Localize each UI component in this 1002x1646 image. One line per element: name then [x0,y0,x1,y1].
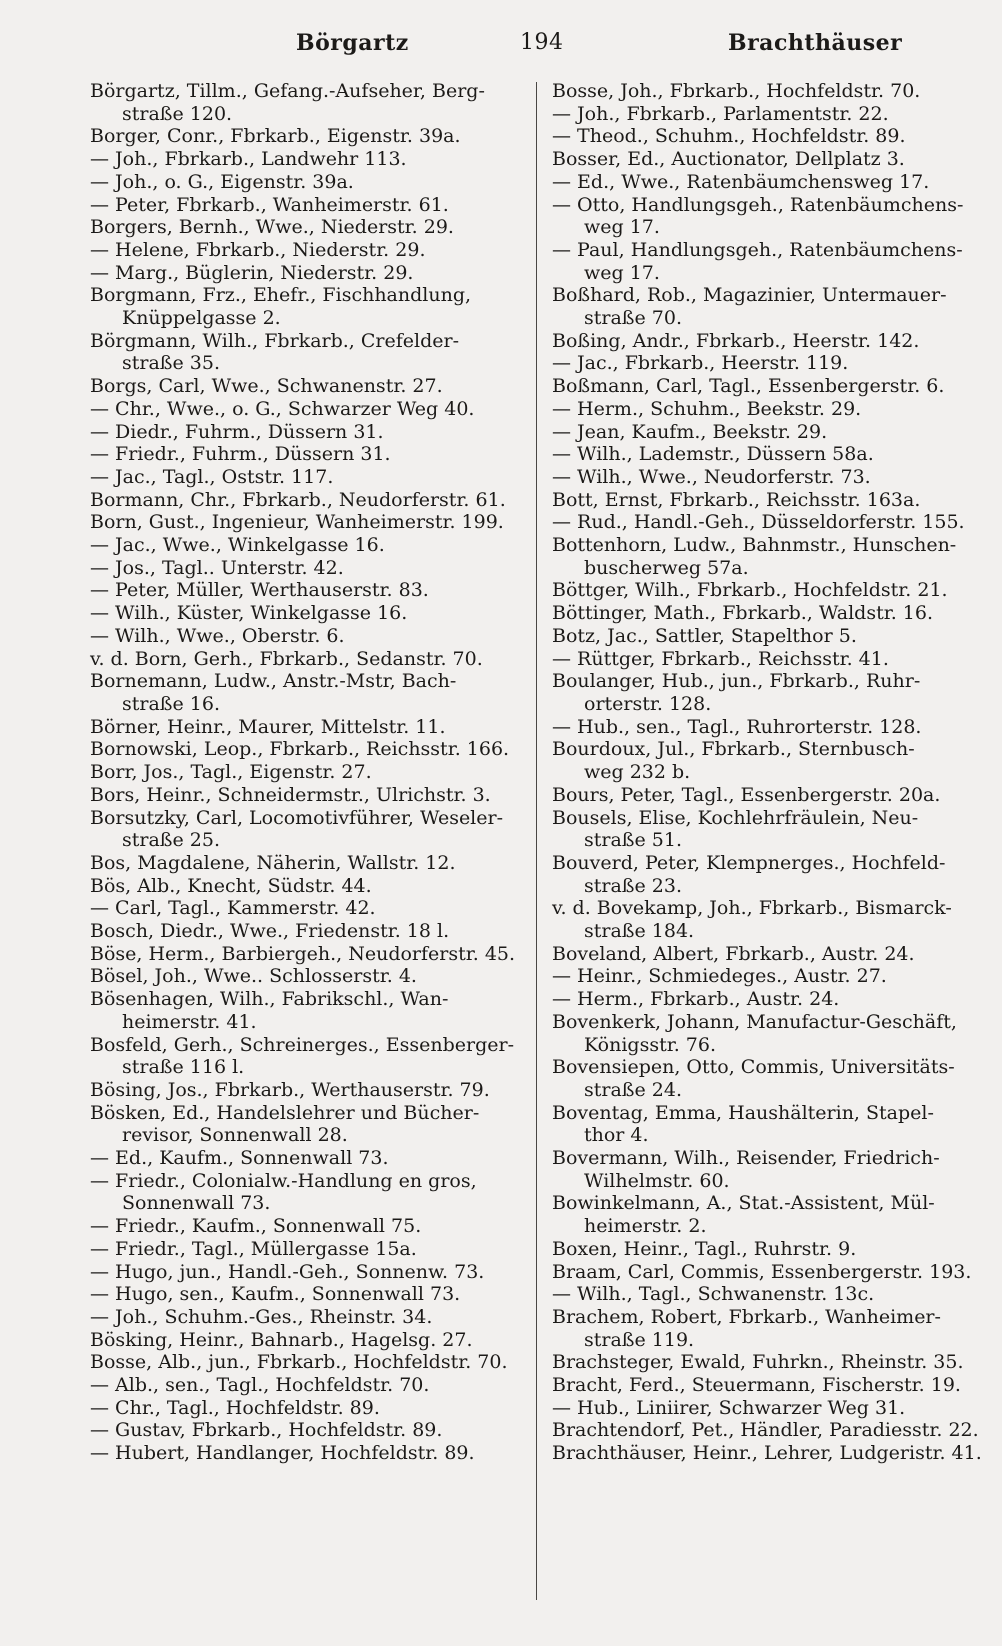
entry-line: Boventag, Emma, Haushälterin, Stapel- [552,1101,934,1124]
entry-line: Boßhard, Rob., Magazinier, Untermauer- [552,284,947,307]
directory-entry [552,670,984,715]
entry-line: Boßing, Andr., Fbrkarb., Heerstr. 142. [552,329,920,352]
directory-entry [90,1351,530,1374]
entry-line: — Herm., Schuhm., Beekstr. 29. [552,397,862,420]
directory-entry [90,1238,530,1261]
entry-continuation-line: straße 119. [584,1328,695,1351]
entry-line: Bösel, Joh., Wwe.. Schlosserstr. 4. [90,965,417,988]
directory-entry [552,511,984,534]
entry-line: — Hugo, sen., Kaufm., Sonnenwall 73. [90,1283,461,1306]
entry-line: — Hub., Liniirer, Schwarzer Weg 31. [552,1396,906,1419]
entry-line: Borr, Jos., Tagl., Eigenstr. 27. [90,761,372,784]
directory-entry [552,988,984,1011]
entry-line: — Wilh., Wwe., Neudorferstr. 73. [552,465,871,488]
directory-entry [552,1102,984,1147]
entry-line: — Jac., Wwe., Winkelgasse 16. [90,534,385,557]
directory-entry [552,1351,984,1374]
directory-entry [90,1397,530,1420]
directory-entry [552,352,984,375]
directory-entry [552,284,984,329]
directory-entry [90,557,530,580]
entry-continuation-line: weg 17. [584,216,660,239]
entry-line: Böttger, Wilh., Fbrkarb., Hochfeldstr. 21. [552,579,948,602]
entry-line: Bösken, Ed., Handelslehrer und Bücher- [90,1101,480,1124]
directory-entry [90,171,530,194]
directory-entry [90,784,530,807]
entry-line: Bracht, Ferd., Steuermann, Fischerstr. 19. [552,1374,961,1397]
entry-line: Bott, Ernst, Fbrkarb., Reichsstr. 163a. [552,488,921,511]
directory-entry [552,807,984,852]
entry-line: Bors, Heinr., Schneidermstr., Ulrichstr. 3. [90,783,491,806]
entry-line: Borgs, Carl, Wwe., Schwanenstr. 27. [90,375,443,398]
entry-line: Bours, Peter, Tagl., Essenbergerstr. 20a. [552,783,941,806]
directory-entry [552,239,984,284]
entry-line: Bornemann, Ludw., Anstr.-Mstr, Bach- [90,670,457,693]
entry-line: — Rüttger, Fbrkarb., Reichsstr. 41. [552,647,889,670]
directory-entry [552,1147,984,1192]
directory-entry [552,965,984,988]
directory-entry [90,875,530,898]
directory-entry [90,1170,530,1215]
entry-line: Bowinkelmann, A., Stat.-Assistent, Mül- [552,1192,935,1215]
entry-line: Bovermann, Wilh., Reisender, Friedrich- [552,1147,940,1170]
entry-line: Böse, Herm., Barbiergeh., Neudorferstr. 45. [90,942,516,965]
directory-entry [552,1397,984,1420]
directory-entry [552,443,984,466]
directory-entry [552,625,984,648]
directory-entry [552,375,984,398]
entry-line: — Friedr., Colonialw.-Handlung en gros, [90,1169,477,1192]
directory-entry [90,1419,530,1442]
directory-entry [90,489,530,512]
page-number: 194 [520,30,564,55]
directory-entry [90,920,530,943]
directory-entry [90,602,530,625]
entry-line: Bornowski, Leop., Fbrkarb., Reichsstr. 166. [90,738,510,761]
directory-entry [90,511,530,534]
entry-continuation-line: Wilhelmstr. 60. [584,1169,730,1192]
directory-entry [90,148,530,171]
entry-line: — Joh., Fbrkarb., Landwehr 113. [90,148,407,171]
directory-entry [552,534,984,579]
entry-line: — Helene, Fbrkarb., Niederstr. 29. [90,238,426,261]
entry-line: — Hub., sen., Tagl., Ruhrorterstr. 128. [552,715,922,738]
entry-line: — Alb., sen., Tagl., Hochfeldstr. 70. [90,1374,430,1397]
directory-entry [552,716,984,739]
entry-line: — Wilh., Küster, Winkelgasse 16. [90,602,408,625]
entry-line: Böttinger, Math., Fbrkarb., Waldstr. 16. [552,602,933,625]
entry-line: Börner, Heinr., Maurer, Mittelstr. 11. [90,715,446,738]
directory-entry [90,716,530,739]
entry-line: Brachem, Robert, Fbrkarb., Wanheimer- [552,1305,941,1328]
entry-line: — Ed., Kaufm., Sonnenwall 73. [90,1147,389,1170]
directory-entry [552,103,984,126]
header-last-name: Brachthäuser [728,30,903,56]
entry-line: Braam, Carl, Commis, Essenbergerstr. 193. [552,1260,972,1283]
entry-line: — Peter, Müller, Werthauserstr. 83. [90,579,429,602]
directory-entry [90,375,530,398]
right-column [552,80,984,1465]
directory-entry [90,670,530,715]
entry-line: Borgers, Bernh., Wwe., Niederstr. 29. [90,216,454,239]
directory-entry [552,1011,984,1056]
directory-entry [552,125,984,148]
entry-continuation-line: thor 4. [584,1124,649,1147]
entry-line: — Jean, Kaufm., Beekstr. 29. [552,420,828,443]
entry-line: Brachsteger, Ewald, Fuhrkn., Rheinstr. 35. [552,1351,964,1374]
directory-entry [552,1442,984,1465]
directory-entry [90,807,530,852]
entry-line: Bousels, Elise, Kochlehrfräulein, Neu- [552,806,919,829]
directory-entry [90,761,530,784]
directory-entry [90,579,530,602]
directory-entry [552,1192,984,1237]
entry-line: — Friedr., Kaufm., Sonnenwall 75. [90,1215,422,1238]
directory-entry [90,534,530,557]
header-first-name: Börgartz [296,30,409,56]
entry-line: — Heinr., Schmiedeges., Austr. 27. [552,965,887,988]
entry-line: Bösing, Jos., Fbrkarb., Werthauserstr. 79. [90,1078,490,1101]
entry-line: Bovensiepen, Otto, Commis, Universitäts- [552,1056,955,1079]
directory-entry [90,965,530,988]
entry-line: Bösking, Heinr., Bahnarb., Hagelsg. 27. [90,1328,473,1351]
directory-entry [90,852,530,875]
directory-entry [90,1079,530,1102]
entry-line: Boveland, Albert, Fbrkarb., Austr. 24. [552,942,915,965]
directory-entry [552,784,984,807]
entry-line: — Carl, Tagl., Kammerstr. 42. [90,897,376,920]
entry-line: Bosse, Alb., jun., Fbrkarb., Hochfeldstr. 70. [90,1351,508,1374]
directory-entry [552,194,984,239]
entry-line: — Wilh., Wwe., Oberstr. 6. [90,624,345,647]
entry-line: Borger, Conr., Fbrkarb., Eigenstr. 39a. [90,125,461,148]
directory-entry [90,738,530,761]
directory-entry [552,80,984,103]
entry-line: Bormann, Chr., Fbrkarb., Neudorferstr. 61. [90,488,506,511]
directory-entry [90,1261,530,1284]
entry-line: Boßmann, Carl, Tagl., Essenbergerstr. 6. [552,375,945,398]
directory-entry [90,1442,530,1465]
entry-continuation-line: Sonnenwall 73. [122,1192,271,1215]
entry-line: v. d. Bovekamp, Joh., Fbrkarb., Bismarck- [552,897,952,920]
entry-line: Bosser, Ed., Auctionator, Dellplatz 3. [552,148,905,171]
entry-continuation-line: heimerstr. 2. [584,1215,707,1238]
directory-entry [552,738,984,783]
entry-line: — Hubert, Handlanger, Hochfeldstr. 89. [90,1442,475,1465]
directory-entry [90,988,530,1033]
entry-line: Borgmann, Frz., Ehefr., Fischhandlung, [90,284,472,307]
entry-line: — Joh., o. G., Eigenstr. 39a. [90,170,354,193]
directory-entry [552,1238,984,1261]
entry-continuation-line: Königsstr. 76. [584,1033,717,1056]
directory-entry [552,1374,984,1397]
directory-entry [90,330,530,375]
entry-line: Bosfeld, Gerh., Schreinerges., Essenberger- [90,1033,514,1056]
entry-continuation-line: weg 232 b. [584,761,691,784]
entry-line: — Jac., Tagl., Oststr. 117. [90,465,334,488]
entry-continuation-line: straße 70. [584,307,682,330]
entry-line: — Wilh., Lademstr., Düssern 58a. [552,443,874,466]
entry-line: Bovenkerk, Johann, Manufactur-Geschäft, [552,1010,957,1033]
entry-continuation-line: straße 184. [584,920,695,943]
directory-entry [552,421,984,444]
directory-entry [90,443,530,466]
entry-continuation-line: straße 24. [584,1078,682,1101]
directory-entry [552,489,984,512]
entry-line: — Theod., Schuhm., Hochfeldstr. 89. [552,125,906,148]
entry-line: — Ed., Wwe., Ratenbäumchensweg 17. [552,170,930,193]
entry-continuation-line: straße 116 l. [122,1056,245,1079]
directory-entry [90,80,530,125]
entry-line: — Gustav, Fbrkarb., Hochfeldstr. 89. [90,1419,443,1442]
entry-line: Brachtendorf, Pet., Händler, Paradiesstr. 22. [552,1419,979,1442]
entry-line: — Hugo, jun., Handl.-Geh., Sonnenw. 73. [90,1260,485,1283]
left-column [90,80,530,1465]
directory-entry [90,1102,530,1147]
directory-entry [90,125,530,148]
directory-entry [90,466,530,489]
entry-line: — Jos., Tagl.. Unterstr. 42. [90,556,344,579]
directory-entry [90,1374,530,1397]
entry-continuation-line: orterstr. 128. [584,692,712,715]
entry-continuation-line: straße 25. [122,829,220,852]
directory-entry [552,148,984,171]
entry-continuation-line: heimerstr. 41. [122,1010,257,1033]
directory-entry [90,1283,530,1306]
directory-entry [90,284,530,329]
directory-entry [552,1283,984,1306]
directory-entry [552,1056,984,1101]
entry-line: Börgmann, Wilh., Fbrkarb., Crefelder- [90,329,460,352]
entry-continuation-line: straße 35. [122,352,220,375]
entry-line: Börgartz, Tillm., Gefang.-Aufseher, Berg- [90,80,485,102]
directory-entry [90,1215,530,1238]
directory-entry [90,648,530,671]
directory-entry [552,943,984,966]
directory-entry [552,1306,984,1351]
directory-entry [90,1147,530,1170]
entry-continuation-line: straße 120. [122,102,233,125]
directory-entry [552,398,984,421]
entry-line: Bourdoux, Jul., Fbrkarb., Sternbusch- [552,738,915,761]
directory-entry [552,1261,984,1284]
entry-line: — Friedr., Fuhrm., Düssern 31. [90,443,391,466]
directory-entry [552,330,984,353]
entry-line: — Diedr., Fuhrm., Düssern 31. [90,420,384,443]
directory-entry [552,648,984,671]
entry-line: Bos, Magdalene, Näherin, Wallstr. 12. [90,851,456,874]
entry-line: Bosse, Joh., Fbrkarb., Hochfeldstr. 70. [552,80,921,102]
entry-continuation-line: straße 51. [584,829,682,852]
directory-entry [90,1034,530,1079]
entry-line: — Paul, Handlungsgeh., Ratenbäumchens- [552,238,963,261]
entry-continuation-line: buscherweg 57a. [584,556,749,579]
directory-entry [90,216,530,239]
entry-line: Bös, Alb., Knecht, Südstr. 44. [90,874,372,897]
directory-entry [90,194,530,217]
entry-line: Boulanger, Hub., jun., Fbrkarb., Ruhr- [552,670,921,693]
directory-entry [90,897,530,920]
entry-line: Botz, Jac., Sattler, Stapelthor 5. [552,624,857,647]
entry-continuation-line: weg 17. [584,261,660,284]
directory-entry [90,239,530,262]
directory-entry [90,625,530,648]
entry-line: Bösenhagen, Wilh., Fabrikschl., Wan- [90,988,449,1011]
entry-line: — Joh., Schuhm.-Ges., Rheinstr. 34. [90,1305,433,1328]
entry-line: Boxen, Heinr., Tagl., Ruhrstr. 9. [552,1237,857,1260]
directory-entry [552,579,984,602]
entry-line: — Jac., Fbrkarb., Heerstr. 119. [552,352,849,375]
directory-entry [552,171,984,194]
entry-line: — Marg., Büglerin, Niederstr. 29. [90,261,414,284]
directory-entry [90,1306,530,1329]
entry-line: — Wilh., Tagl., Schwanenstr. 13c. [552,1283,875,1306]
entry-line: — Friedr., Tagl., Müllergasse 15a. [90,1237,417,1260]
entry-line: — Joh., Fbrkarb., Parlamentstr. 22. [552,102,889,125]
entry-line: Bottenhorn, Ludw., Bahnmstr., Hunschen- [552,534,957,557]
directory-entry [90,398,530,421]
directory-entry [90,421,530,444]
entry-line: Born, Gust., Ingenieur, Wanheimerstr. 199. [90,511,504,534]
entry-line: Brachthäuser, Heinr., Lehrer, Ludgeristr. 41. [552,1442,982,1465]
entry-line: — Rud., Handl.-Geh., Düsseldorferstr. 155. [552,511,965,534]
directory-entry [90,262,530,285]
entry-line: — Peter, Fbrkarb., Wanheimerstr. 61. [90,193,449,216]
directory-entry [90,1329,530,1352]
entry-line: — Chr., Tagl., Hochfeldstr. 89. [90,1396,380,1419]
entry-line: — Otto, Handlungsgeh., Ratenbäumchens- [552,193,964,216]
column-divider [536,82,537,1600]
entry-line: Bouverd, Peter, Klempnerges., Hochfeld- [552,851,946,874]
entry-continuation-line: Knüppelgasse 2. [122,307,281,330]
directory-entry [552,1419,984,1442]
entry-continuation-line: straße 23. [584,874,682,897]
directory-entry [552,466,984,489]
entry-line: — Chr., Wwe., o. G., Schwarzer Weg 40. [90,397,475,420]
entry-continuation-line: straße 16. [122,692,220,715]
entry-continuation-line: revisor, Sonnenwall 28. [122,1124,348,1147]
entry-line: — Herm., Fbrkarb., Austr. 24. [552,988,840,1011]
directory-entry [90,943,530,966]
directory-entry [552,897,984,942]
directory-entry [552,602,984,625]
page-header [0,30,1002,66]
directory-entry [552,852,984,897]
entry-line: Borsutzky, Carl, Locomotivführer, Weseler- [90,806,504,829]
entry-line: Bosch, Diedr., Wwe., Friedenstr. 18 l. [90,920,450,943]
entry-line: v. d. Born, Gerh., Fbrkarb., Sedanstr. 70. [90,647,483,670]
